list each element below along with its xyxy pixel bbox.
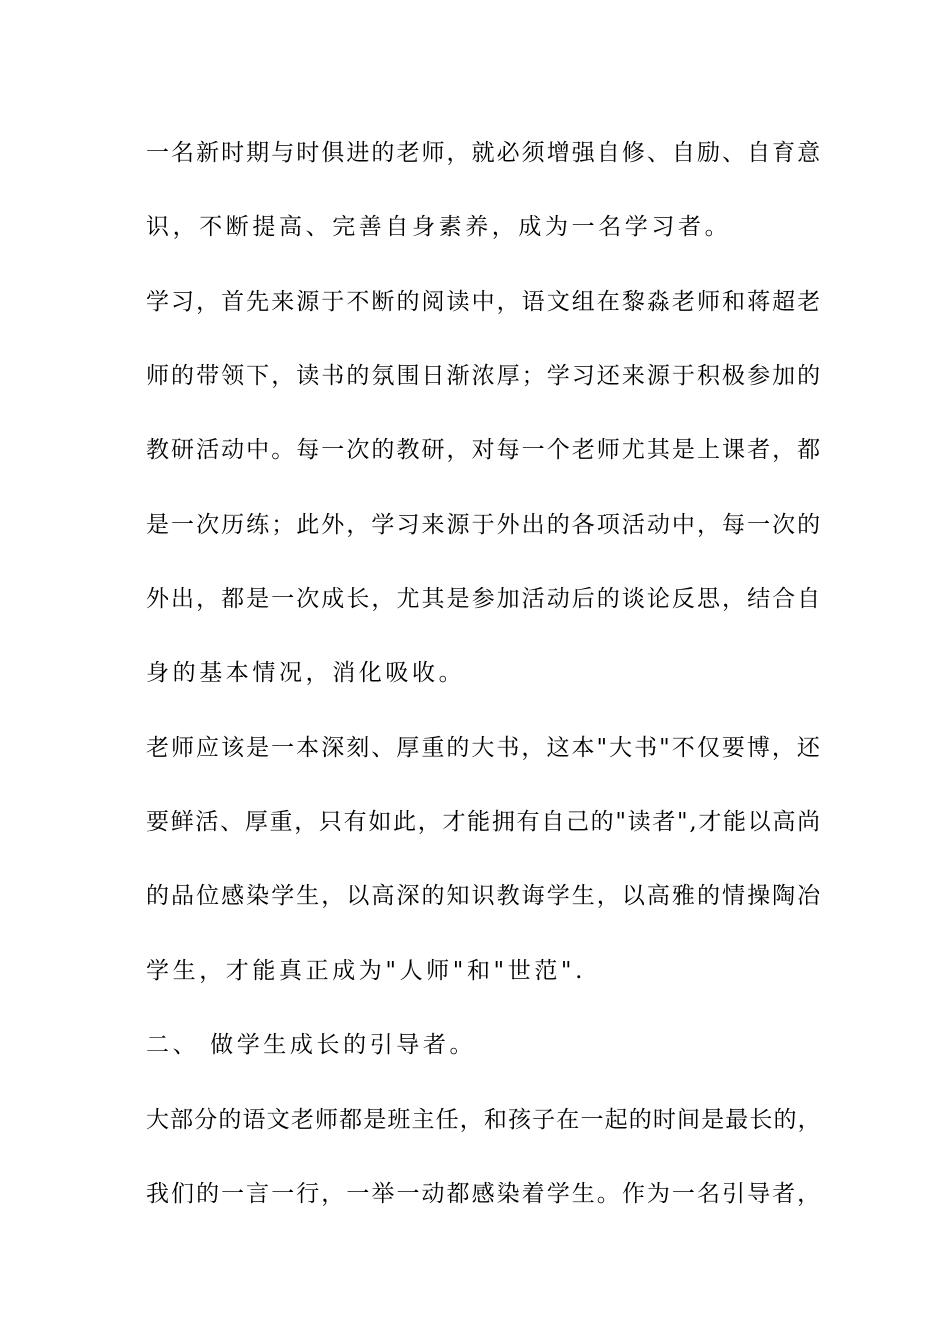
text-line: 学生，才能真正成为"人师"和"世范". bbox=[146, 958, 587, 984]
text-line: 的品位感染学生，以高深的知识教诲学生，以高雅的情操陶冶 bbox=[146, 883, 823, 909]
text-line: 要鲜活、厚重，只有如此，才能拥有自己的"读者",才能以高尚 bbox=[146, 809, 822, 835]
text-line: 是一次历练；此外，学习来源于外出的各项活动中，每一次的 bbox=[146, 512, 823, 538]
section-heading: 二、 做学生成长的引导者。 bbox=[146, 1032, 477, 1058]
text-line: 外出，都是一次成长，尤其是参加活动后的谈论反思，结合自 bbox=[146, 586, 823, 612]
text-line: 师的带领下，读书的氛围日渐浓厚；学习还来源于积极参加的 bbox=[146, 363, 823, 389]
text-line: 身的基本情况，消化吸收。 bbox=[146, 660, 466, 686]
text-line: 大部分的语文老师都是班主任，和孩子在一起的时间是最长的， bbox=[146, 1107, 822, 1133]
text-line: 老师应该是一本深刻、厚重的大书，这本"大书"不仅要博，还 bbox=[146, 735, 822, 761]
text-line: 我们的一言一行，一举一动都感染着学生。作为一名引导者， bbox=[146, 1181, 823, 1207]
text-line: 一名新时期与时俱进的老师，就必须增强自修、自励、自育意 bbox=[146, 140, 823, 166]
text-line: 教研活动中。每一次的教研，对每一个老师尤其是上课者，都 bbox=[146, 437, 823, 463]
text-line: 识，不断提高、完善自身素养，成为一名学习者。 bbox=[146, 214, 732, 240]
text-line: 学习，首先来源于不断的阅读中，语文组在黎淼老师和蒋超老 bbox=[146, 289, 823, 315]
